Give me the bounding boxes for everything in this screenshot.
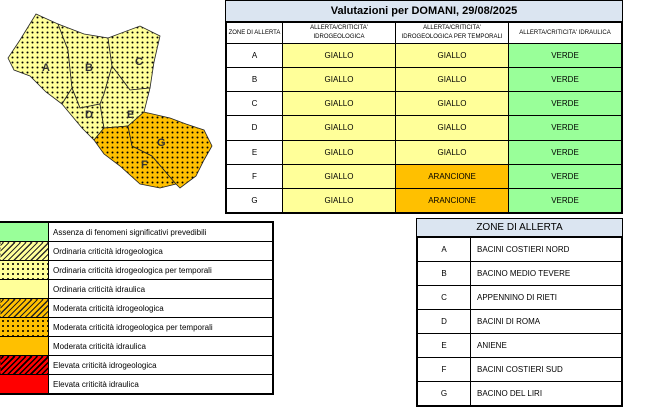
valutazioni-title: Valutazioni per DOMANI, 29/08/2025 — [226, 1, 622, 22]
zone-name: BACINI COSTIERI NORD — [471, 238, 622, 262]
legend-label: Moderata criticità idrogeologica per temporali — [49, 318, 273, 337]
zone-cell: B — [227, 68, 283, 92]
idraulica-cell: VERDE — [509, 44, 622, 68]
zone-name: BACINO MEDIO TEVERE — [471, 262, 622, 286]
legend-row — [0, 280, 273, 299]
legend-swatch-yellow-hatch — [0, 242, 49, 261]
legend-row — [0, 375, 273, 394]
header-temporali: ALLERTA/CRITICITA' IDROGEOLOGICA PER TEMPORALI — [396, 23, 509, 44]
zone-di-allerta-title: ZONE DI ALLERTA — [417, 219, 622, 237]
legend-swatch-green — [0, 223, 49, 242]
zone-code: G — [418, 382, 471, 406]
legend — [0, 221, 274, 395]
legend-row — [0, 223, 273, 242]
legend-label: Moderata criticità idraulica — [49, 337, 273, 356]
map-label-b: B — [85, 62, 93, 74]
idrogeologica-cell: GIALLO — [283, 164, 396, 188]
zone-code: B — [418, 262, 471, 286]
legend-label: Ordinaria criticità idrogeologica per temporali — [49, 261, 273, 280]
zone-row — [418, 334, 622, 358]
temporali-cell: ARANCIONE — [396, 164, 509, 188]
legend-row — [0, 356, 273, 375]
zone-name: BACINO DEL LIRI — [471, 382, 622, 406]
zone-name: BACINI COSTIERI SUD — [471, 358, 622, 382]
temporali-cell: GIALLO — [396, 116, 509, 140]
legend-swatch-red-hatch — [0, 356, 49, 375]
legend-label: Elevata criticità idrogeologica — [49, 356, 273, 375]
zone-code: D — [418, 310, 471, 334]
legend-row — [0, 242, 273, 261]
legend-label: Elevata criticità idraulica — [49, 375, 273, 394]
zone-cell: E — [227, 140, 283, 164]
idraulica-cell: VERDE — [509, 116, 622, 140]
valutazioni-row — [227, 92, 622, 116]
valutazioni-row — [227, 140, 622, 164]
legend-swatch-yellow-dots — [0, 261, 49, 280]
zone-row — [418, 238, 622, 262]
map-label-f: F — [141, 159, 148, 171]
idraulica-cell: VERDE — [509, 140, 622, 164]
zone-name: BACINI DI ROMA — [471, 310, 622, 334]
zone-code: E — [418, 334, 471, 358]
legend-label: Assenza di fenomeni significativi prevedibili — [49, 223, 273, 242]
idraulica-cell: VERDE — [509, 164, 622, 188]
legend-row — [0, 318, 273, 337]
valutazioni-row — [227, 164, 622, 188]
temporali-cell: GIALLO — [396, 68, 509, 92]
zone-row — [418, 358, 622, 382]
idrogeologica-cell: GIALLO — [283, 44, 396, 68]
zone-code: C — [418, 286, 471, 310]
legend-label: Ordinaria criticità idrogeologica — [49, 242, 273, 261]
legend-row — [0, 261, 273, 280]
valutazioni-row — [227, 68, 622, 92]
legend-swatch-yellow — [0, 280, 49, 299]
zone-row — [418, 262, 622, 286]
idraulica-cell: VERDE — [509, 68, 622, 92]
zone-cell: A — [227, 44, 283, 68]
legend-swatch-orange — [0, 337, 49, 356]
map-label-c: C — [135, 56, 143, 68]
valutazioni-header-row — [227, 23, 622, 44]
legend-swatch-orange-dots — [0, 318, 49, 337]
legend-label: Moderata criticità idrogeologica — [49, 299, 273, 318]
idrogeologica-cell: GIALLO — [283, 116, 396, 140]
temporali-cell: ARANCIONE — [396, 188, 509, 212]
zone-cell: C — [227, 92, 283, 116]
map-label-a: A — [42, 62, 50, 74]
zone-name: APPENNINO DI RIETI — [471, 286, 622, 310]
valutazioni-row — [227, 44, 622, 68]
idraulica-cell: VERDE — [509, 92, 622, 116]
map-label-d: D — [85, 109, 93, 121]
map-label-e: E — [127, 109, 135, 121]
map-label-g: G — [157, 137, 166, 149]
zone-cell: G — [227, 188, 283, 212]
header-idrogeologica: ALLERTA/CRITICITA' IDROGEOLOGICA — [283, 23, 396, 44]
valutazioni-panel — [225, 0, 623, 214]
legend-swatch-red — [0, 375, 49, 394]
header-idraulica: ALLERTA/CRITICITA' IDRAULICA — [509, 23, 622, 44]
temporali-cell: GIALLO — [396, 44, 509, 68]
idraulica-cell: VERDE — [509, 188, 622, 212]
legend-row — [0, 337, 273, 356]
zone-row — [418, 310, 622, 334]
valutazioni-row — [227, 188, 622, 212]
idrogeologica-cell: GIALLO — [283, 140, 396, 164]
valutazioni-row — [227, 116, 622, 140]
zone-row — [418, 382, 622, 406]
legend-row — [0, 299, 273, 318]
zone-row — [418, 286, 622, 310]
idrogeologica-cell: GIALLO — [283, 92, 396, 116]
valutazioni-table — [226, 22, 622, 213]
header-zone: ZONE DI ALLERTA — [227, 23, 283, 44]
temporali-cell: GIALLO — [396, 140, 509, 164]
zone-code: F — [418, 358, 471, 382]
zone-name: ANIENE — [471, 334, 622, 358]
zone-code: A — [418, 238, 471, 262]
legend-swatch-orange-hatch — [0, 299, 49, 318]
zone-cell: F — [227, 164, 283, 188]
temporali-cell: GIALLO — [396, 92, 509, 116]
zone-di-allerta-panel — [416, 218, 623, 407]
legend-label: Ordinaria criticità idraulica — [49, 280, 273, 299]
idrogeologica-cell: GIALLO — [283, 68, 396, 92]
idrogeologica-cell: GIALLO — [283, 188, 396, 212]
region-alert-map — [0, 0, 220, 200]
zone-cell: D — [227, 116, 283, 140]
